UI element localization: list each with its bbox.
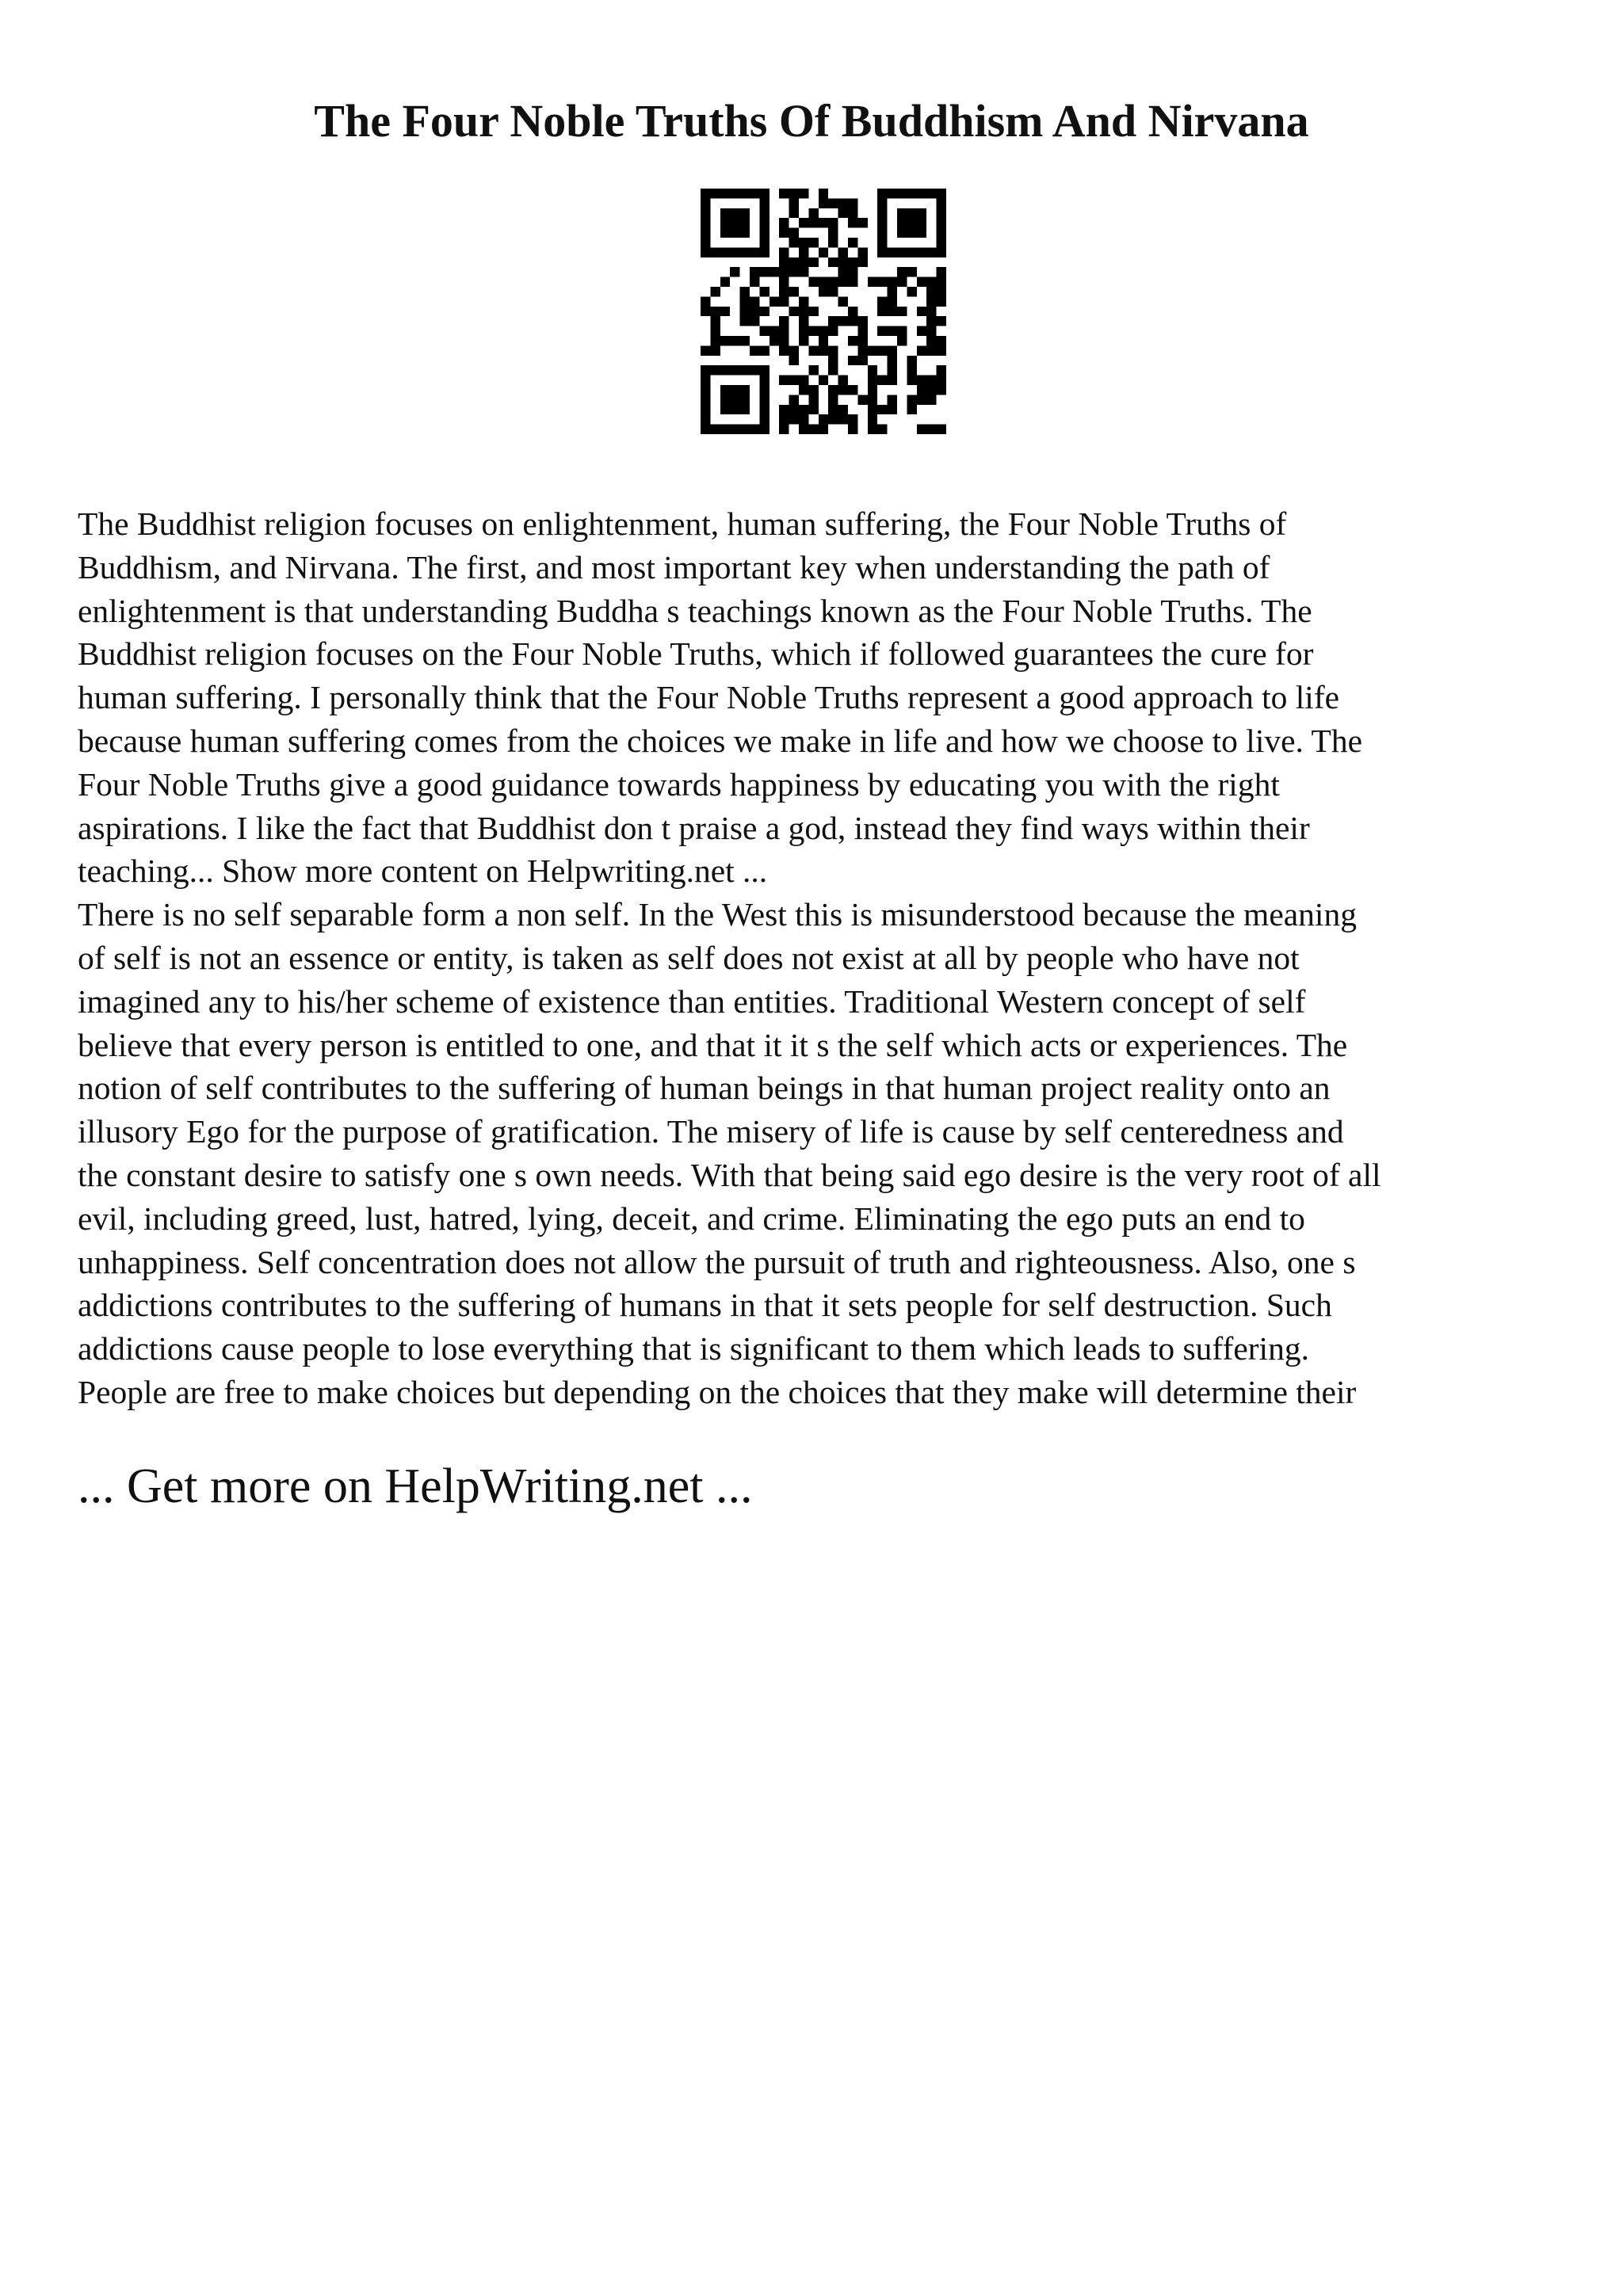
qr-code-icon[interactable] [701, 189, 946, 434]
get-more-link[interactable]: ... Get more on HelpWriting.net ... [78, 1459, 753, 1513]
body-line: human suffering. I personally think that the Four Noble Truths represent a good approach to life [78, 679, 1340, 716]
body-line: addictions contributes to the suffering of humans in that it sets people for self destruction. Such [78, 1287, 1332, 1324]
page-title: The Four Noble Truths Of Buddhism And Nirvana [314, 95, 1309, 147]
body-line: of self is not an essence or entity, is taken as self does not exist at all by people who have not [78, 939, 1300, 976]
show-more-line[interactable]: teaching... Show more content on Helpwriting.net ... [78, 852, 768, 890]
body-line: Buddhism, and Nirvana. The first, and most important key when understanding the path of [78, 548, 1270, 585]
body-line: the constant desire to satisfy one s own needs. With that being said ego desire is the very root of all [78, 1156, 1381, 1193]
body-line: believe that every person is entitled to one, and that it it s the self which acts or experiences. The [78, 1026, 1348, 1063]
body-line: The Buddhist religion focuses on enlightenment, human suffering, the Four Noble Truths of [78, 505, 1287, 542]
body-line: aspirations. I like the fact that Buddhist don t praise a god, instead they find ways within their [78, 809, 1310, 846]
body-line: unhappiness. Self concentration does not allow the pursuit of truth and righteousness. Also, one s [78, 1243, 1356, 1280]
body-line: notion of self contributes to the suffering of human beings in that human project reality onto an [78, 1070, 1331, 1107]
body-line: Buddhist religion focuses on the Four Noble Truths, which if followed guarantees the cure for [78, 635, 1314, 673]
article-body [78, 502, 1552, 1414]
body-line: evil, including greed, lust, hatred, lying, deceit, and crime. Eliminating the ego puts an end to [78, 1199, 1305, 1237]
body-line: enlightenment is that understanding Buddha s teachings known as the Four Noble Truths. The [78, 592, 1312, 629]
body-line: because human suffering comes from the choices we make in life and how we choose to live. The [78, 722, 1363, 759]
body-line: There is no self separable form a non self. In the West this is misunderstood because the meaning [78, 896, 1357, 933]
body-line: imagined any to his/her scheme of existence than entities. Traditional Western concept of self [78, 982, 1306, 1020]
body-line: Four Noble Truths give a good guidance towards happiness by educating you with the right [78, 765, 1280, 803]
body-line: illusory Ego for the purpose of gratification. The misery of life is cause by self centeredness and [78, 1113, 1344, 1150]
body-line: addictions cause people to lose everything that is significant to them which leads to suffering. [78, 1330, 1309, 1367]
body-line: People are free to make choices but depending on the choices that they make will determine their [78, 1373, 1357, 1410]
